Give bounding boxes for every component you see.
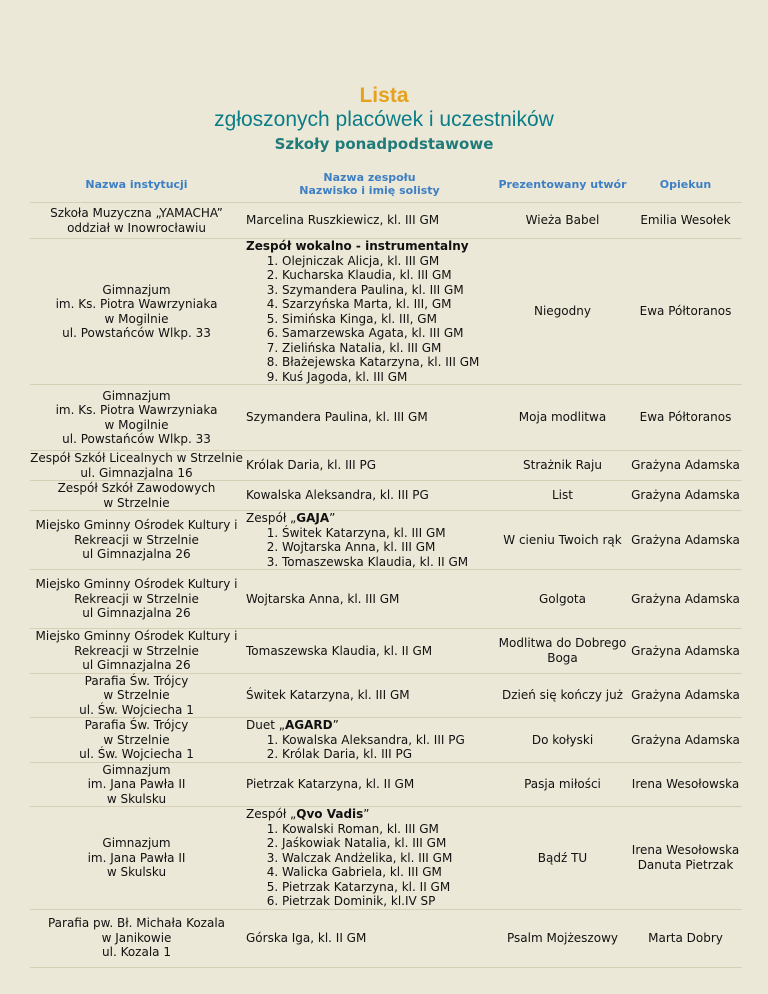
institution-cell	[30, 629, 243, 674]
institution-line: ul. Powstańców Wlkp. 33	[62, 432, 211, 446]
piece-cell: Wieża Babel	[496, 203, 629, 239]
header-group	[243, 166, 496, 203]
table-row	[30, 629, 742, 674]
header-group-line2: Nazwisko i imię solisty	[299, 184, 440, 197]
institution-cell	[30, 239, 243, 385]
tutor-cell: Ewa Półtoranos	[629, 385, 742, 451]
member-item: 2. Kucharska Klaudia, kl. III GM	[282, 268, 496, 283]
institution-line: Zespół Szkół Licealnych w Strzelnie	[30, 451, 243, 465]
institution-line: Parafia Św. Trójcy	[84, 718, 189, 732]
institution-line: Szkoła Muzyczna „YAMACHA”	[50, 206, 223, 220]
institution-line: im. Jana Pawła II	[87, 777, 186, 791]
member-item: 7. Zielińska Natalia, kl. III GM	[282, 341, 496, 356]
soloist-cell: Marcelina Ruszkiewicz, kl. III GM	[243, 203, 496, 239]
member-item: 1. Olejniczak Alicja, kl. III GM	[282, 254, 496, 269]
piece-cell: Golgota	[496, 570, 629, 629]
tutor-cell: Ewa Półtoranos	[629, 239, 742, 385]
tutor-cell: Grażyna Adamska	[629, 451, 742, 481]
soloist-cell: Górska Iga, kl. II GM	[243, 909, 496, 967]
member-item: 6. Pietrzak Dominik, kl.IV SP	[282, 894, 496, 909]
member-item: 3. Szymandera Paulina, kl. III GM	[282, 283, 496, 298]
table-row	[30, 762, 742, 807]
institution-cell	[30, 203, 243, 239]
institution-line: w Skulsku	[106, 865, 167, 879]
piece-cell: Bądź TU	[496, 807, 629, 910]
tutor-cell: Grażyna Adamska	[629, 481, 742, 511]
institution-line: w Strzelnie	[103, 732, 170, 747]
institution-line: Gimnazjum	[102, 282, 171, 297]
table-row	[30, 807, 742, 910]
institution-line: ul Gimnazjalna 26	[82, 547, 191, 562]
group-prefix: Zespół „	[246, 807, 297, 821]
member-item: 6. Samarzewska Agata, kl. III GM	[282, 326, 496, 341]
member-list	[246, 526, 496, 570]
tutor-cell: Irena Wesołowska Danuta Pietrzak	[629, 807, 742, 910]
institution-line: ul. Św. Wojciecha 1	[79, 747, 194, 761]
member-list	[246, 822, 496, 909]
table-row	[30, 909, 742, 967]
group-title: Qvo Vadis	[296, 807, 364, 821]
group-name	[246, 239, 496, 254]
table-row	[30, 385, 742, 451]
institution-line: Miejsko Gminny Ośrodek Kultury i	[35, 629, 238, 643]
tutor-cell: Irena Wesołowska	[629, 762, 742, 807]
institution-cell	[30, 570, 243, 629]
institution-line: Gimnazjum	[102, 836, 171, 850]
institution-line: Gimnazjum	[102, 762, 171, 777]
member-item: 3. Tomaszewska Klaudia, kl. II GM	[282, 555, 496, 570]
group-prefix: Zespół wokalno - instrumentalny	[246, 239, 469, 253]
institution-cell	[30, 718, 243, 763]
tutor-cell: Grażyna Adamska	[629, 629, 742, 674]
institution-line: Miejsko Gminny Ośrodek Kultury i	[35, 518, 238, 533]
page-title: Lista	[359, 84, 409, 107]
group-cell	[243, 807, 496, 910]
institution-line: Parafia Św. Trójcy	[84, 673, 189, 688]
member-item: 8. Błażejewska Katarzyna, kl. III GM	[282, 355, 496, 370]
soloist-cell: Wojtarska Anna, kl. III GM	[243, 570, 496, 629]
group-suffix: ”	[332, 718, 339, 732]
piece-cell: Modlitwa do Dobrego Boga	[496, 629, 629, 674]
group-cell	[243, 718, 496, 763]
member-item: 1. Świtek Katarzyna, kl. III GM	[282, 526, 496, 541]
institution-line: Parafia pw. Bł. Michała Kozala	[47, 916, 226, 931]
table-row	[30, 451, 742, 481]
piece-cell: Dzień się kończy już	[496, 673, 629, 718]
institution-line: ul Gimnazjalna 26	[82, 606, 191, 621]
member-item: 3. Walczak Andżelika, kl. III GM	[282, 851, 496, 866]
table-row	[30, 203, 742, 239]
soloist-cell: Pietrzak Katarzyna, kl. II GM	[243, 762, 496, 807]
piece-cell: List	[496, 481, 629, 511]
group-suffix: ”	[329, 511, 336, 525]
soloist-cell: Szymandera Paulina, kl. III GM	[243, 385, 496, 451]
institution-cell	[30, 762, 243, 807]
table-row	[30, 673, 742, 718]
page-subtitle: zgłoszonych placówek i uczestników	[214, 108, 554, 131]
soloist-cell: Kowalska Aleksandra, kl. III PG	[243, 481, 496, 511]
group-cell	[243, 239, 496, 385]
institution-line: w Strzelnie	[103, 495, 170, 510]
group-name	[246, 807, 496, 822]
institution-line: Zespół Szkół Zawodowych	[57, 481, 216, 495]
piece-cell: Moja modlitwa	[496, 385, 629, 451]
piece-cell: Niegodny	[496, 239, 629, 385]
tutor-cell: Grażyna Adamska	[629, 673, 742, 718]
institution-cell	[30, 385, 243, 451]
institution-line: im. Ks. Piotra Wawrzyniaka	[55, 297, 218, 311]
group-suffix: ”	[363, 807, 370, 821]
tutor-cell: Grażyna Adamska	[629, 570, 742, 629]
piece-cell: Pasja miłości	[496, 762, 629, 807]
group-prefix: Zespół „	[246, 511, 297, 525]
institution-line: Rekreacji w Strzelnie	[74, 591, 199, 606]
institution-line: w Janikowie	[101, 930, 172, 945]
institution-cell	[30, 909, 243, 967]
member-item: 2. Królak Daria, kl. III PG	[282, 747, 496, 762]
institution-line: oddział w Inowrocławiu	[67, 220, 206, 235]
member-item: 4. Szarzyńska Marta, kl. III, GM	[282, 297, 496, 312]
table-row	[30, 570, 742, 629]
institution-line: Gimnazjum	[102, 388, 171, 403]
header-institution: Nazwa instytucji	[30, 166, 243, 203]
institution-line: w Mogilnie	[104, 311, 169, 326]
soloist-cell: Tomaszewska Klaudia, kl. II GM	[243, 629, 496, 674]
institution-line: ul. Gimnazjalna 16	[80, 465, 193, 480]
tutor-cell: Emilia Wesołek	[629, 203, 742, 239]
header-group-line1: Nazwa zespołu	[323, 171, 416, 184]
member-item: 2. Wojtarska Anna, kl. III GM	[282, 540, 496, 555]
tutor-cell: Marta Dobry	[629, 909, 742, 967]
institution-line: im. Jana Pawła II	[87, 850, 186, 865]
group-cell	[243, 511, 496, 570]
member-item: 5. Pietrzak Katarzyna, kl. II GM	[282, 880, 496, 895]
institution-line: Miejsko Gminny Ośrodek Kultury i	[35, 577, 238, 592]
group-name	[246, 511, 496, 526]
institution-line: w Mogilnie	[104, 417, 169, 432]
institution-line: w Strzelnie	[103, 688, 170, 702]
table-row	[30, 481, 742, 511]
header-tutor: Opiekun	[629, 166, 742, 203]
member-item: 5. Simińska Kinga, kl. III, GM	[282, 312, 496, 327]
group-name	[246, 718, 496, 733]
group-title: AGARD	[284, 718, 333, 732]
institution-cell	[30, 673, 243, 718]
group-prefix: Duet „	[246, 718, 285, 732]
institution-line: Rekreacji w Strzelnie	[74, 643, 199, 658]
tutor-cell: Grażyna Adamska	[629, 718, 742, 763]
institution-line: ul. Kozala 1	[102, 945, 171, 960]
institution-line: w Skulsku	[106, 791, 167, 806]
member-item: 9. Kuś Jagoda, kl. III GM	[282, 370, 496, 385]
member-item: 2. Jaśkowiak Natalia, kl. III GM	[282, 836, 496, 851]
group-title: GAJA	[296, 511, 330, 525]
institution-line: im. Ks. Piotra Wawrzyniaka	[55, 403, 218, 417]
table-row	[30, 511, 742, 570]
page-category: Szkoły ponadpodstawowe	[274, 135, 494, 153]
table-row	[30, 718, 742, 763]
institution-cell	[30, 807, 243, 910]
institution-cell	[30, 481, 243, 511]
piece-cell: Psalm Mojżeszowy	[496, 909, 629, 967]
member-item: 1. Kowalski Roman, kl. III GM	[282, 822, 496, 837]
institution-line: Rekreacji w Strzelnie	[74, 532, 199, 547]
soloist-cell: Świtek Katarzyna, kl. III GM	[243, 673, 496, 718]
piece-cell: Do kołyski	[496, 718, 629, 763]
member-item: 1. Kowalska Aleksandra, kl. III PG	[282, 733, 496, 748]
piece-cell: W cieniu Twoich rąk	[496, 511, 629, 570]
member-item: 4. Walicka Gabriela, kl. III GM	[282, 865, 496, 880]
soloist-cell: Królak Daria, kl. III PG	[243, 451, 496, 481]
member-list	[246, 254, 496, 385]
institution-cell	[30, 451, 243, 481]
participants-table	[30, 166, 742, 968]
table-row	[30, 239, 742, 385]
table-header-row	[30, 166, 742, 203]
piece-cell: Strażnik Raju	[496, 451, 629, 481]
institution-cell	[30, 511, 243, 570]
institution-line: ul Gimnazjalna 26	[82, 658, 191, 672]
tutor-cell: Grażyna Adamska	[629, 511, 742, 570]
member-list	[246, 733, 496, 762]
institution-line: ul. Powstańców Wlkp. 33	[62, 326, 211, 340]
institution-line: ul. Św. Wojciecha 1	[79, 702, 194, 717]
header-piece: Prezentowany utwór	[496, 166, 629, 203]
